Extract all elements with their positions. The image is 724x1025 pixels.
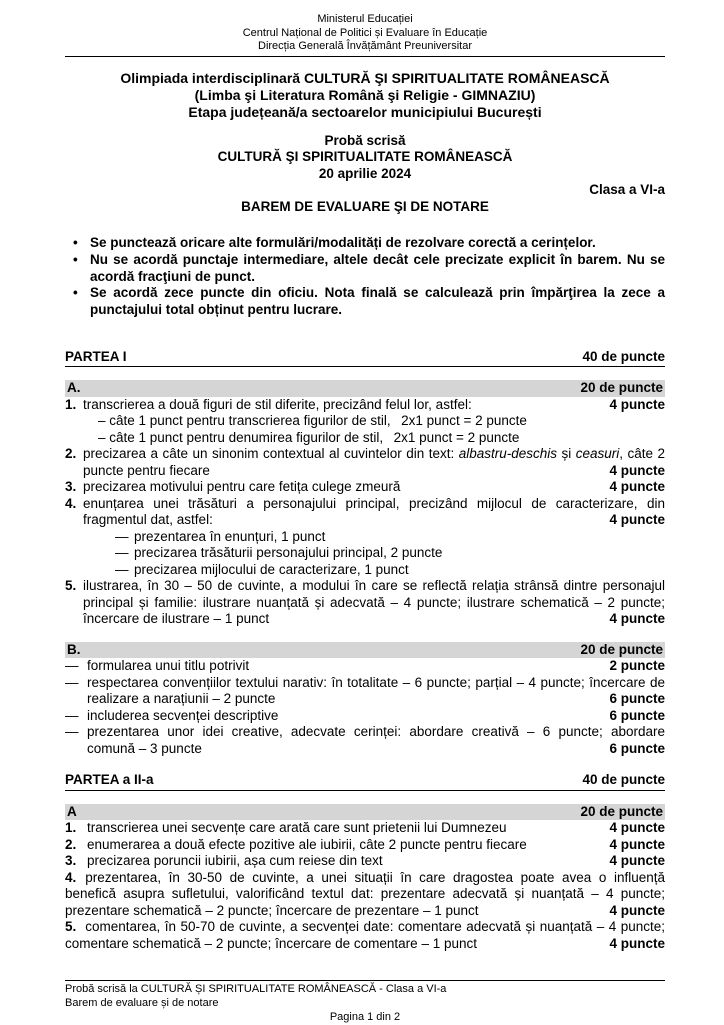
item-number: 4. [65,869,77,885]
section-label: A [67,803,77,819]
barem-title: BAREM DE EVALUARE ŞI DE NOTARE [241,198,489,214]
sub-text: precizarea trăsăturii personajului principal, 2 puncte [134,545,443,561]
dash-icon: — [65,658,79,674]
section-points: 20 de puncte [580,380,663,396]
item-text: transcrierea a două figuri de stil diferite, precizând felul lor, astfel: [83,396,472,412]
part1-section-a-bar [65,380,665,397]
sub-text: precizarea mijlocului de caracterizare, 1 punct [134,561,409,577]
part2-points: 40 de puncte [582,772,665,788]
item-body [87,708,665,725]
note-item [65,252,665,286]
item-body [87,658,665,675]
item-number: 1. [65,396,77,412]
item-body [83,496,665,529]
item-text: transcrierea unei secvențe care arată care sunt prietenii lui Dumnezeu [87,820,507,836]
rubric-item [65,820,665,837]
note-text: Se punctează oricare alte formulări/modalități de rezolvare corectă a cerințelor. [90,235,596,250]
section-points: 20 de puncte [580,803,663,819]
page-footer [65,980,665,1025]
ministry-line-1: Ministerul Educației [317,13,413,25]
item-text: , câte 2 puncte pentru fiecare [83,446,665,478]
item-text: precizarea a câte un sinonim contextual al cuvintelor din text: [83,446,459,462]
part2-section-a-bar [65,804,665,821]
item-number: 2. [65,836,77,852]
note-text: Se acordă zece puncte din oficiu. Nota finală se calculează prin împărţirea la zece a punctajului total obținut pentru lucrare. [90,285,665,318]
item-text: formularea unui titlu potrivit [87,658,250,674]
dash-icon: — [115,561,129,577]
sub-criterion [65,545,665,562]
dash-icon: — [65,724,79,740]
dash-icon: — [115,528,129,544]
item-body [87,820,665,837]
item-number: 4. [65,495,77,511]
rubric-item [65,675,665,708]
points-value: 4 puncte [609,396,665,412]
olympiad-title: Olimpiada interdisciplinară CULTURĂ ŞI SPIRITUALITATE ROMÂNEASCĂ [120,69,610,86]
part1-heading [65,349,665,368]
rubric-item [65,919,665,952]
points-value: 4 puncte [609,853,665,869]
item-number: 3. [65,479,77,495]
points-value: 4 puncte [609,512,665,528]
dash-icon: — [65,674,79,690]
item-text: precizarea motivului pentru care fetița culege zmeură [83,479,401,495]
footer-barem-line: Barem de evaluare și de notare [65,996,219,1009]
item-text: enunțarea unei trăsături a personajului principal, precizând mijlocul de caracterizare, din fragmentul dat, astfel: [83,495,665,528]
rubric-item [65,724,665,757]
note-item [65,235,665,252]
part2-title: PARTEA a II-a [65,772,154,788]
item-text: includerea secvenței descriptive [87,707,279,723]
bullet-icon: • [73,285,78,301]
item-text: prezentarea unor idei creative, adecvate cerinței: abordare creativă – 6 puncte; abordare comună – 3 puncte [87,724,665,756]
points-value: 6 puncte [609,691,665,707]
points-value: 2 puncte [609,658,665,674]
rubric-item [65,708,665,725]
points-value: 4 puncte [609,836,665,852]
olympiad-subjects: (Limba şi Literatura Română şi Religie - GIMNAZIU) [194,86,536,103]
points-value: 4 puncte [609,902,665,918]
sub-criterion: – câte 1 punct pentru transcrierea figurilor de stil, 2x1 punct = 2 puncte [98,413,527,429]
points-value: 4 puncte [609,611,665,627]
section-label: B. [67,641,81,657]
sub-criterion: – câte 1 punct pentru denumirea figurilor de stil, 2x1 punct = 2 puncte [98,429,520,445]
header-divider [65,56,665,57]
grade-label: Clasa a VI-a [589,182,665,197]
item-number: 5. [65,919,77,935]
italic-word: ceasuri [575,446,620,462]
points-value: 4 puncte [609,479,665,495]
points-value: 6 puncte [609,707,665,723]
item-text: ilustrarea, în 30 – 50 de cuvinte, a modului în care se reflectă relația strânsă dintre personajul principal și familie: ilustrare nuanțată și adecvată – 4 puncte; ilustrare schematică – 2 puncte; încercare de ilustrare – 1 punct [83,578,665,627]
item-body [87,675,665,708]
item-body [83,397,665,414]
rubric-item-4 [65,496,665,529]
rubric-item-3 [65,479,665,496]
item-number: 5. [65,578,77,594]
exam-block [65,133,665,216]
section-points: 20 de puncte [580,641,663,657]
item-body [87,724,665,757]
footer-exam-line: Probă scrisă la CULTURĂ ȘI SPIRITUALITATE ROMÂNEASCĂ - Clasa a VI-a [65,983,447,996]
exam-date: 20 aprilie 2024 [318,165,412,181]
dash-icon: — [115,545,129,561]
bullet-icon: • [73,235,78,250]
item-body [87,837,665,854]
item-number: 2. [65,446,77,462]
exam-name: CULTURĂ ŞI SPIRITUALITATE ROMÂNEASCĂ [217,149,513,164]
rubric-item-2 [65,446,665,479]
rubric-item [65,853,665,870]
item-text: respectarea convențiilor textului narativ: în totalitate – 6 puncte; parțial – 4 puncte; încercare de realizare a narațiunii – 2 puncte [87,674,665,707]
exam-type: Probă scrisă [324,132,406,148]
points-value: 4 puncte [609,935,665,951]
rubric-item [65,837,665,854]
rubric-item-5 [65,578,665,628]
item-text: precizarea poruncii iubirii, așa cum reiese din text [87,853,383,869]
title-block [65,70,665,121]
item-number: 1. [65,820,77,836]
points-value: 4 puncte [609,462,665,478]
part2-heading [65,772,665,791]
ministry-line-3: Direcția Generală Învățământ Preuniversitar [258,40,472,52]
sub-criterion [65,562,665,579]
item-body [83,578,665,628]
note-text: Nu se acordă punctaje intermediare, altele decât cele precizate explicit în barem. Nu se acordă fracţiuni de punct. [90,251,665,284]
rubric-item [65,870,665,920]
ministry-line-2: Centrul Național de Politici și Evaluare în Educație [242,26,488,39]
points-value: 4 puncte [609,820,665,836]
item-body [83,446,665,479]
part1-section-b-bar [65,642,665,659]
section-label: A. [67,380,81,396]
page-number: Pagina 1 din 2 [329,1011,401,1024]
grading-notes [65,235,665,319]
part1-title: PARTEA I [65,348,127,364]
bullet-icon: • [73,251,78,267]
dash-icon: — [65,707,79,723]
item-text: și [557,446,576,462]
italic-word: albastru-deschis [458,446,558,462]
item-number: 3. [65,853,77,869]
item-text: comentarea, în 50-70 de cuvinte, a secvenței date: comentare adecvată și nuanțată – 4 puncte; comentare schematică – 2 puncte; încercare de comentare – 1 punct [65,919,665,951]
ministry-header [65,13,665,57]
rubric-item [65,658,665,675]
points-value: 6 puncte [609,740,665,756]
part1-points: 40 de puncte [582,348,665,364]
item-text: enumerarea a două efecte pozitive ale iubirii, câte 2 puncte pentru fiecare [87,836,527,852]
item-text: prezentarea, în 30-50 de cuvinte, a unei situații în care dragostea poate avea o influență benefică asupra sufletului, valorificând textul dat: prezentare adecvată și nuanțată – 4 puncte; prezentare schematică – 2 puncte; încercare de prezentare – 1 punct [65,869,665,918]
note-item [65,285,665,319]
item-body [83,479,665,496]
sub-text: prezentarea în enunțuri, 1 punct [134,528,326,544]
olympiad-stage: Etapa județeană/a sectoarelor municipiului București [188,103,542,120]
rubric-item-1 [65,397,665,414]
item-body [87,853,665,870]
sub-criterion [65,529,665,546]
